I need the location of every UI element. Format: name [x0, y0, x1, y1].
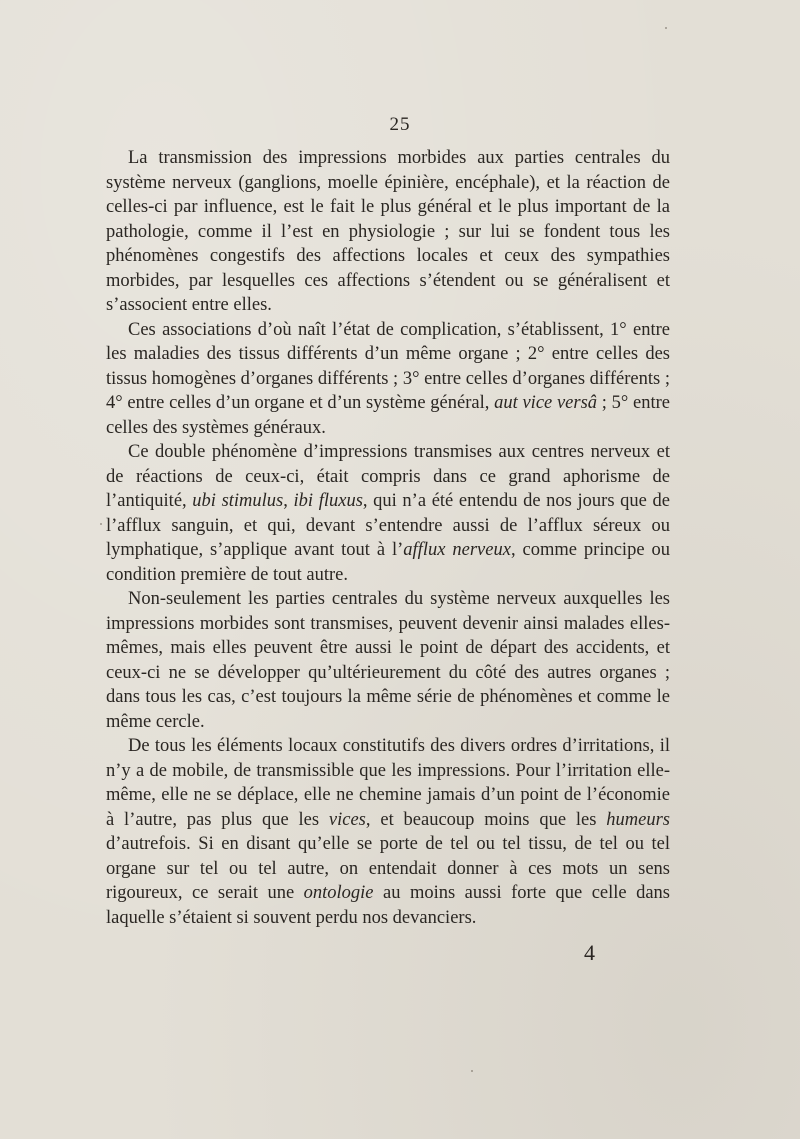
text-run: , qui n’a été entendu de nos jours que de l’afflux sanguin, et qui, devant s’entendre aussi de l’afflux séreux ou lymphatique, s’applique avant tout à l’	[106, 491, 670, 560]
signature-mark: 4	[584, 940, 595, 965]
text-run: Ce double phénomène d’impressions transmises aux centres nerveux et de réactions de ceux-ci, était compris dans ce grand aphorisme de l’antiquité,	[106, 442, 670, 511]
text-run: , et beaucoup moins que les	[365, 809, 607, 830]
italic-phrase: afflux nerveux	[403, 540, 511, 560]
text-run: Non-seulement les parties centrales du système nerveux auxquelles les impressions morbides sont transmises, peuvent devenir ainsi malades elles-mêmes, mais elles peuvent être aussi le point de départ des accidents, et ceux-ci ne se développer qu’ultérieurement du côté des autres organes ; dans tous les cas, c’est toujours la même série de phénomènes et comme le même cercle.	[106, 589, 670, 732]
paragraph	[106, 734, 670, 930]
text-run: ; 5° entre celles des systèmes généraux.	[106, 393, 670, 438]
text-run: La transmission des impressions morbides aux parties centrales du système nerveux (ganglions, moelle épinière, encéphale), et la réaction de celles-ci par influence, est le fait le plus général et le plus important de la pathologie, comme il l’est en physiologie ; sur lui se fondent tous les phénomènes congestifs des affections locales et ceux des sympathies morbides, par lesquelles ces affections s’étendent ou se généralisent et s’associent entre elles.	[106, 148, 670, 315]
italic-phrase: ontologie	[303, 883, 374, 903]
text-run: au moins aussi forte que celle dans laquelle s’étaient si souvent perdu nos devanciers.	[106, 883, 670, 928]
italic-phrase: aut vice versâ	[494, 393, 598, 413]
italic-phrase: ibi fluxus	[293, 491, 363, 511]
italic-phrase: vices	[328, 809, 366, 830]
paper-speck	[100, 523, 102, 525]
text-run: Ces associations d’où naît l’état de complication, s’établissent, 1° entre les maladies des tissus différents d’un même organe ; 2° entre celles des tissus homogènes d’organes différents ; 3° entre celles d’organes différents ; 4° entre celles d’un organe et d’un système général,	[106, 319, 670, 413]
text-run: ,	[283, 491, 294, 511]
paragraph	[106, 440, 670, 587]
text-run: , comme principe ou condition première de tout autre.	[106, 540, 670, 585]
paragraph	[106, 146, 670, 318]
paragraph	[106, 318, 670, 441]
text-run: De tous les éléments locaux constitutifs des divers ordres d’irritations, il n’y a de mobile, de transmissible que les impressions. Pour l’irritation elle-même, elle ne se déplace, elle ne chemine jamais d’un point de l’économie à l’autre, pas plus que les	[106, 736, 670, 830]
body-text	[106, 146, 670, 930]
paragraph	[106, 587, 670, 734]
paper-speck	[471, 1070, 473, 1072]
page-number: 25	[389, 114, 411, 135]
italic-phrase: humeurs	[606, 809, 670, 830]
text-run: d’autrefois. Si en disant qu’elle se porte de tel ou tel tissu, de tel ou tel organe sur tel ou tel autre, on entendait donner à ces mots un sens rigoureux, ce serait une	[106, 834, 670, 903]
paper-speck	[665, 27, 667, 29]
italic-phrase: ubi stimulus	[192, 491, 284, 511]
